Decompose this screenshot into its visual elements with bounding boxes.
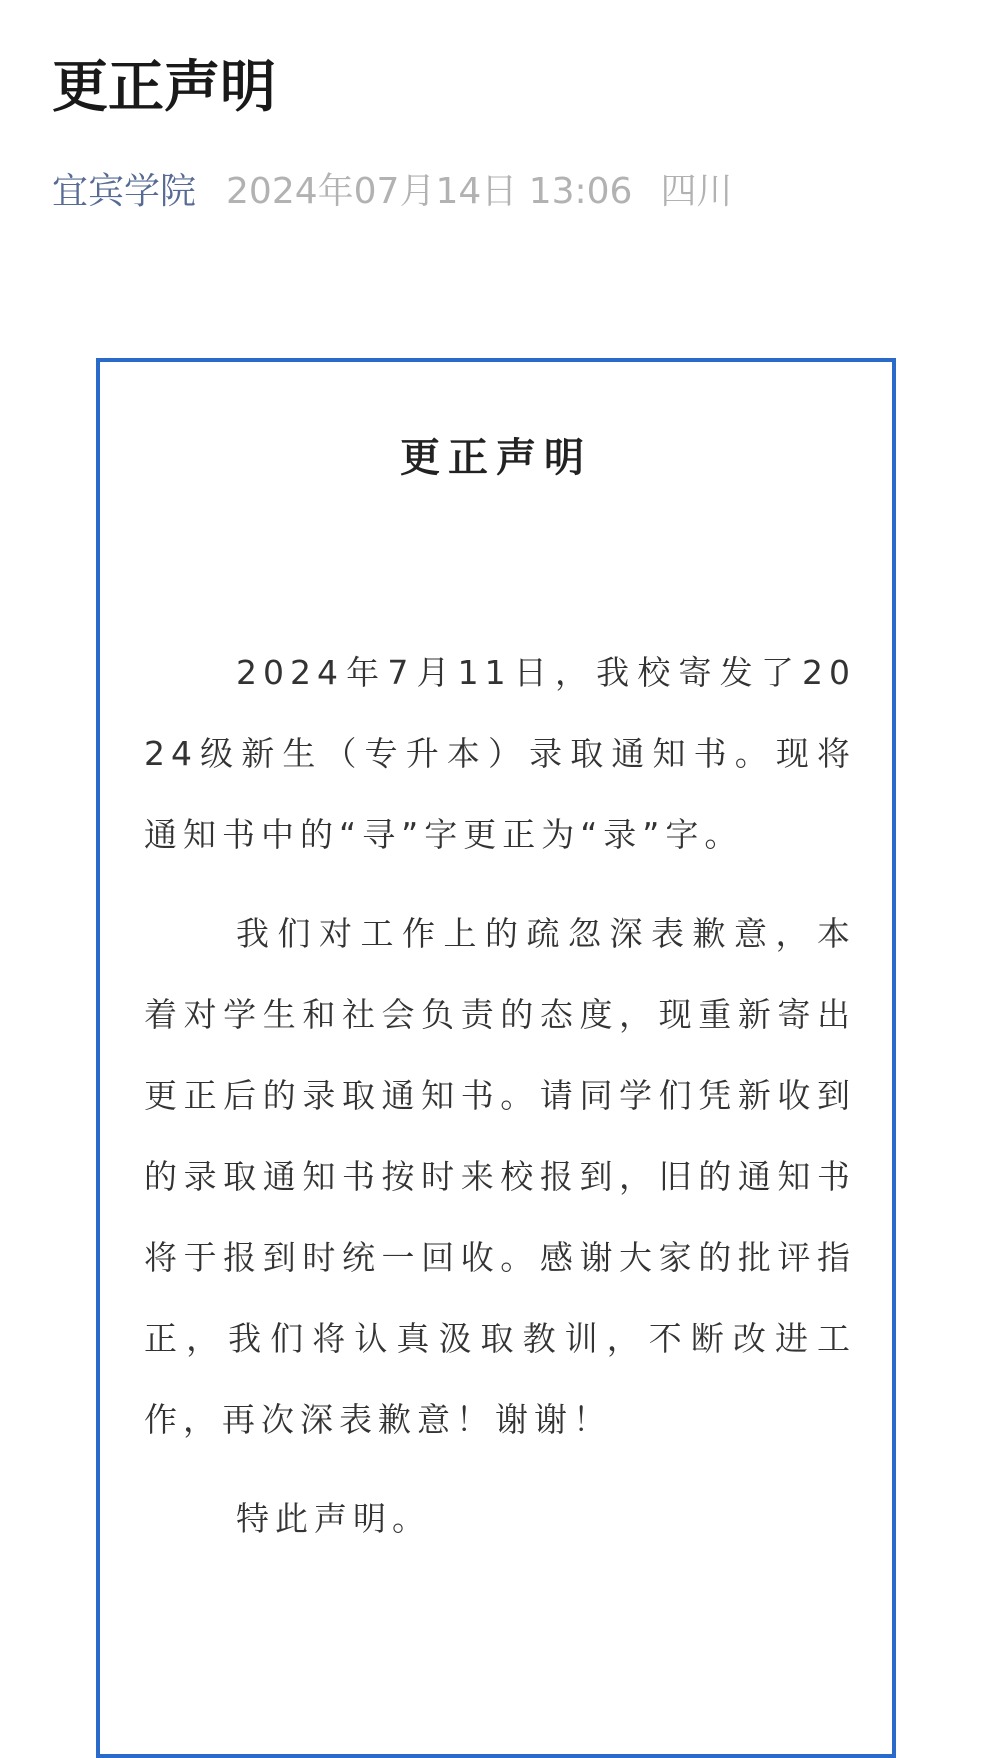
publish-time: 2024年07月14日 13:06	[226, 170, 633, 212]
notice-paragraph-2: 我们对工作上的疏忽深表歉意，本着对学生和社会负责的态度，现重新寄出更正后的录取通知书。请同学们凭新收到的录取通知书按时来校报到，旧的通知书将于报到时统一回收。感谢大家的批评指正，我们将认真汲取教训，不断改进工作，再次深表歉意！谢谢！	[144, 914, 856, 1439]
notice-paragraph-3: 特此声明。	[236, 1499, 431, 1538]
notice-title: 更正声明	[400, 435, 592, 481]
account-name-link[interactable]: 宜宾学院	[52, 170, 197, 212]
article-title: 更正声明	[52, 55, 276, 120]
notice-image-frame	[96, 358, 896, 1758]
publish-location: 四川	[660, 170, 733, 212]
notice-body	[144, 632, 856, 1577]
article-meta	[52, 160, 732, 216]
notice-paragraph-1: 2024年7月11日，我校寄发了2024级新生（专升本）录取通知书。现将通知书中的“寻”字更正为“录”字。	[144, 653, 856, 854]
